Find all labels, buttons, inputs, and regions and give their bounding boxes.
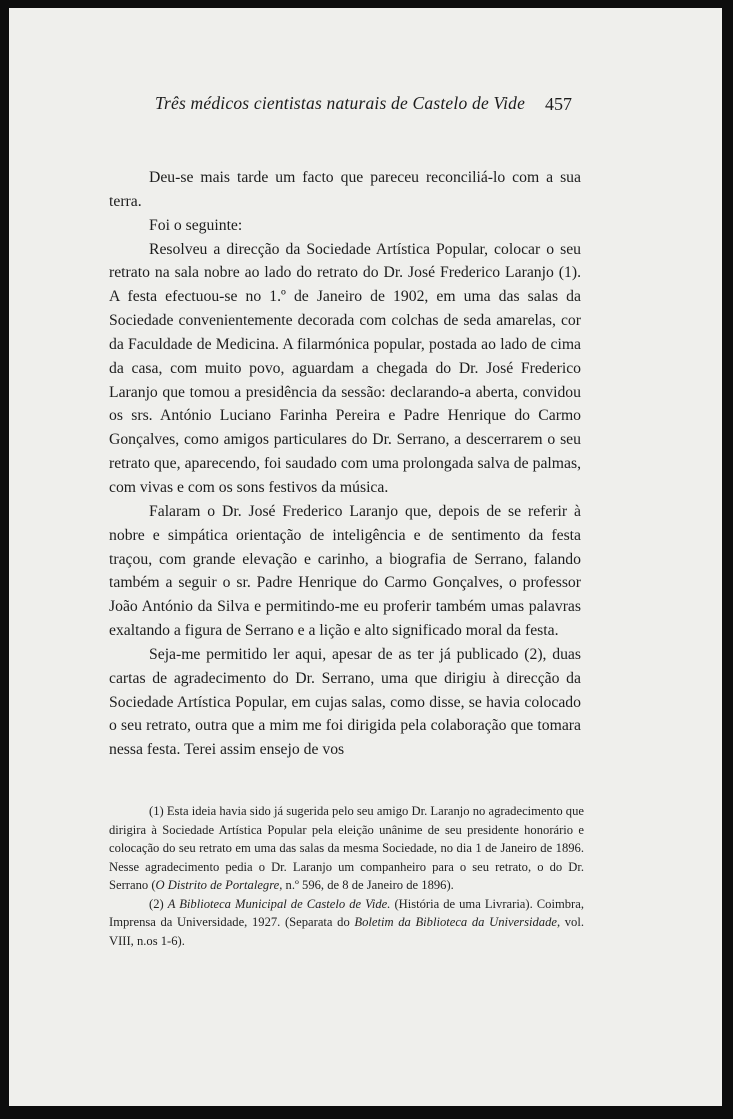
paragraph-3 xyxy=(109,238,581,500)
footnote-ref-1: (1) xyxy=(558,264,578,282)
footnote-2-text: (História de uma Livraria). Coimbra, Imprensa da Universidade, 1927. (Separata do xyxy=(109,896,584,929)
footnote-1-marker: (1) xyxy=(149,804,164,818)
footnote-2-marker: (2) xyxy=(149,896,164,911)
paragraph-5-text-b: , duas cartas de agradecimento do Dr. Serrano, uma que dirigiu à direcção da Sociedade Artística Popular, em cujas salas, como disse, se havia colocado o seu retrato, outra que a mim me foi dirigida pela colaboração que tomara nessa festa. Terei assim ensejo de vos xyxy=(109,645,581,759)
page-number: 457 xyxy=(545,94,572,114)
body-text xyxy=(109,166,581,762)
footnotes xyxy=(109,802,584,950)
paragraph-1: Deu-se mais tarde um facto que pareceu reconciliá-lo com a sua terra. xyxy=(109,169,581,210)
paragraph-5 xyxy=(109,643,581,762)
footnote-1-italic: O Distrito de Portalegre xyxy=(155,878,280,892)
footnote-2 xyxy=(109,895,584,951)
footnote-1-text: Esta ideia havia sido já sugerida pelo seu amigo Dr. Laranjo no agradecimento que dirigira à Sociedade Artística Popular pela eleição unânime de seu presidente honorário e colocação do seu retrato em uma das salas da mesma Sociedade, no dia 1 de Janeiro de 1896. Nesse agradecimento pedia o Dr. Laranjo um companheiro para o seu retrato, o do Dr. Serrano ( xyxy=(109,804,584,892)
paragraph-3-text-b: . A festa efectuou-se no 1.º de Janeiro de 1902, em uma das salas da Sociedade convenientemente decorada com colchas de seda amarelas, cor da Faculdade de Medicina. A filarmónica popular, postada ao lado de cima da casa, com muito povo, aguardam a chegada do Dr. José Frederico Laranjo que tomou a presidência da sessão: declarando-a aberta, convidou os srs. António Luciano Farinha Pereira e Padre Henrique do Carmo Gonçalves, como amigos particulares do Dr. Serrano, a descerrarem o seu retrato que, aparecendo, foi saudado com uma prolongada salva de palmas, com vivas e com os sons festivos da música. xyxy=(109,264,582,496)
paragraph-5-text-a: Seja-me permitido ler aqui, apesar de as ter já publicado xyxy=(149,645,519,663)
footnote-1-end: , n.º 596, de 8 de Janeiro de 1896). xyxy=(279,878,454,892)
paragraph-3-text-a: Resolveu a direcção da Sociedade Artística Popular, colocar o seu retrato na sala nobre ao lado do retrato do Dr. José Frederico Laranjo xyxy=(109,240,581,282)
footnote-1 xyxy=(109,802,584,895)
footnote-2-end: , vol. VIII, n.os 1-6). xyxy=(109,915,585,948)
paragraph-2: Foi o seguinte: xyxy=(149,216,243,234)
footnote-ref-2: (2) xyxy=(524,645,543,663)
document-page xyxy=(9,8,722,1106)
footnote-2-italic-journal: Boletim da Biblioteca da Universidade xyxy=(354,915,557,929)
paragraph-4: Falaram o Dr. José Frederico Laranjo que, depois de se referir à nobre e simpática orientação de inteligência e de sentimento da festa traçou, com grande elevação e carinho, a biografia de Serrano, falando também a seguir o sr. Padre Henrique do Carmo Gonçalves, o professor João António da Silva e permitindo-me eu proferir também umas palavras exaltando a figura de Serrano e a lição e alto significado moral da festa. xyxy=(109,502,581,640)
running-title: Três médicos cientistas naturais de Castelo de Vide xyxy=(155,93,526,113)
footnote-2-italic-title: A Biblioteca Municipal de Castelo de Vide. xyxy=(167,896,391,911)
